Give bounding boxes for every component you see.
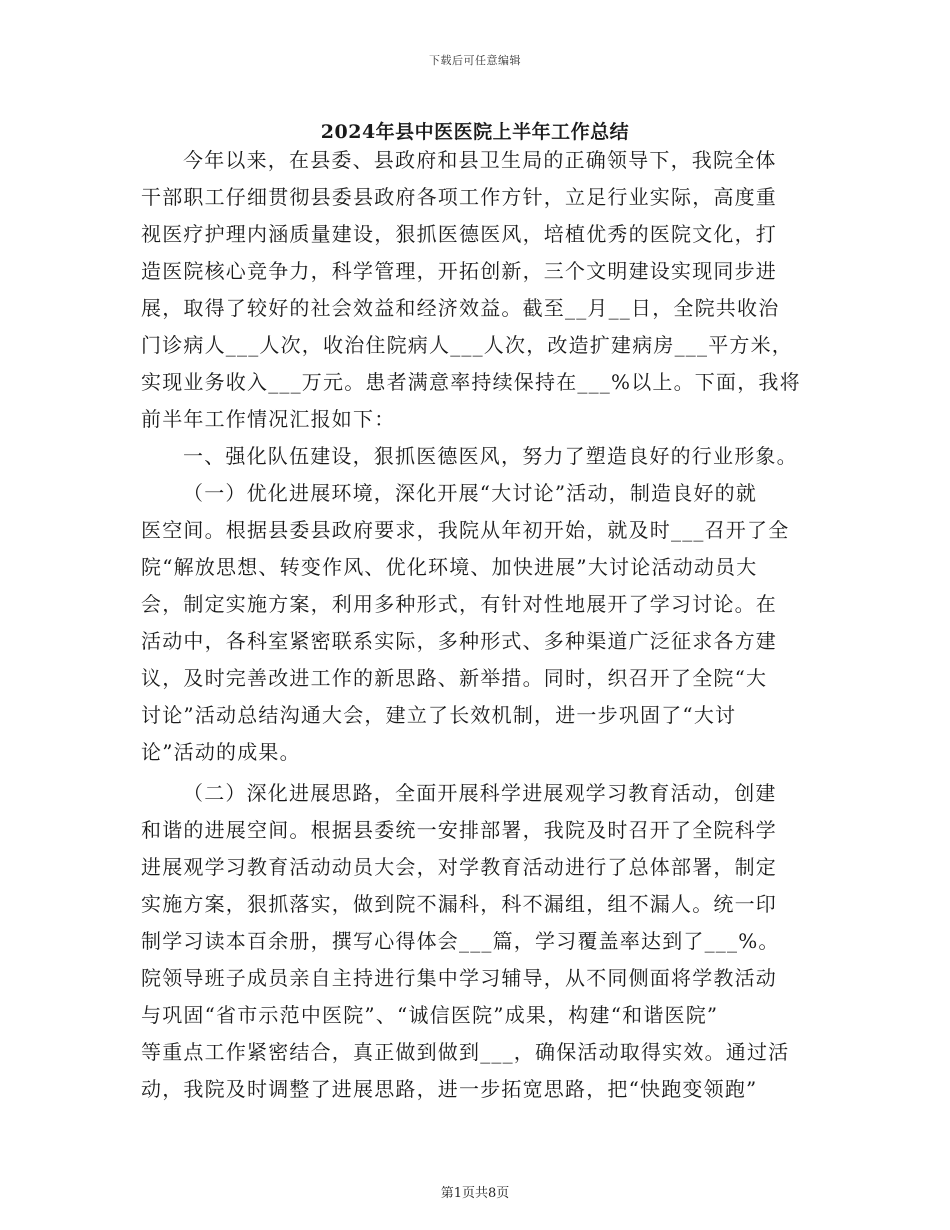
body-line-15: 议，及时完善改进工作的新思路、新举措。同时，织召开了全院“大	[141, 666, 768, 690]
page-number-footer: 第1页共8页	[440, 1186, 510, 1201]
body-line-1: 今年以来，在县委、县政府和县卫生局的正确领导下，我院全体	[183, 148, 777, 172]
body-line-19: 和谐的进展空间。根据县委统一安排部署，我院及时召开了全院科学	[141, 818, 777, 842]
body-line-13: 会，制定实施方案，利用多种形式，有针对性地展开了学习讨论。在	[141, 592, 777, 616]
section-heading-1: 一、强化队伍建设，狠抓医德医风，努力了塑造良好的行业形象。	[183, 444, 798, 468]
body-line-8: 前半年工作情况汇报如下：	[141, 407, 396, 431]
body-line-18: （二）深化进展思路，全面开展科学进展观学习教育活动，创建	[183, 781, 777, 805]
body-line-5: 展，取得了较好的社会效益和经济效益。截至__月__日，全院共收治	[141, 296, 780, 320]
body-line-11: 医空间。根据县委县政府要求，我院从年初开始，就及时___召开了全	[141, 518, 790, 542]
body-line-7: 实现业务收入___万元。患者满意率持续保持在___%以上。下面，我将	[141, 370, 801, 394]
body-line-26: 动，我院及时调整了进展思路，进一步拓宽思路，把“快跑变领跑”	[141, 1077, 758, 1101]
document-title: 2024年县中医医院上半年工作总结	[320, 121, 630, 143]
body-line-24: 与巩固“省市示范中医院”、“诚信医院”成果，构建“和谐医院”	[141, 1003, 719, 1027]
body-line-22: 制学习读本百余册，撰写心得体会___篇，学习覆盖率达到了___%。	[141, 929, 780, 953]
header-note: 下载后可任意编辑	[429, 54, 521, 67]
body-line-6: 门诊病人___人次，收治住院病人___人次，改造扩建病房___平方米，	[141, 333, 793, 357]
body-line-21: 实施方案，狠抓落实，做到院不漏科，科不漏组，组不漏人。统一印	[141, 892, 777, 916]
body-line-25: 等重点工作紧密结合，真正做到做到___，确保活动取得实效。通过活	[141, 1040, 790, 1064]
body-line-23: 院领导班子成员亲自主持进行集中学习辅导，从不同侧面将学教活动	[141, 966, 777, 990]
body-line-16: 讨论”活动总结沟通大会，建立了长效机制，进一步巩固了“大讨	[141, 703, 737, 727]
body-line-12: 院“解放思想、转变作风、优化环境、加快进展”大讨论活动动员大	[141, 555, 758, 579]
body-line-3: 视医疗护理内涵质量建设，狠抓医德医风，培植优秀的医院文化，打	[141, 222, 777, 246]
body-line-2: 干部职工仔细贯彻县委县政府各项工作方针，立足行业实际，高度重	[141, 185, 777, 209]
body-line-14: 活动中，各科室紧密联系实际，多种形式、多种渠道广泛征求各方建	[141, 629, 777, 653]
body-line-17: 论”活动的成果。	[141, 740, 301, 764]
body-line-20: 进展观学习教育活动动员大会，对学教育活动进行了总体部署，制定	[141, 855, 777, 879]
body-line-4: 造医院核心竞争力，科学管理，开拓创新，三个文明建设实现同步进	[141, 259, 777, 283]
body-line-10: （一）优化进展环境，深化开展“大讨论”活动，制造良好的就	[183, 481, 758, 505]
